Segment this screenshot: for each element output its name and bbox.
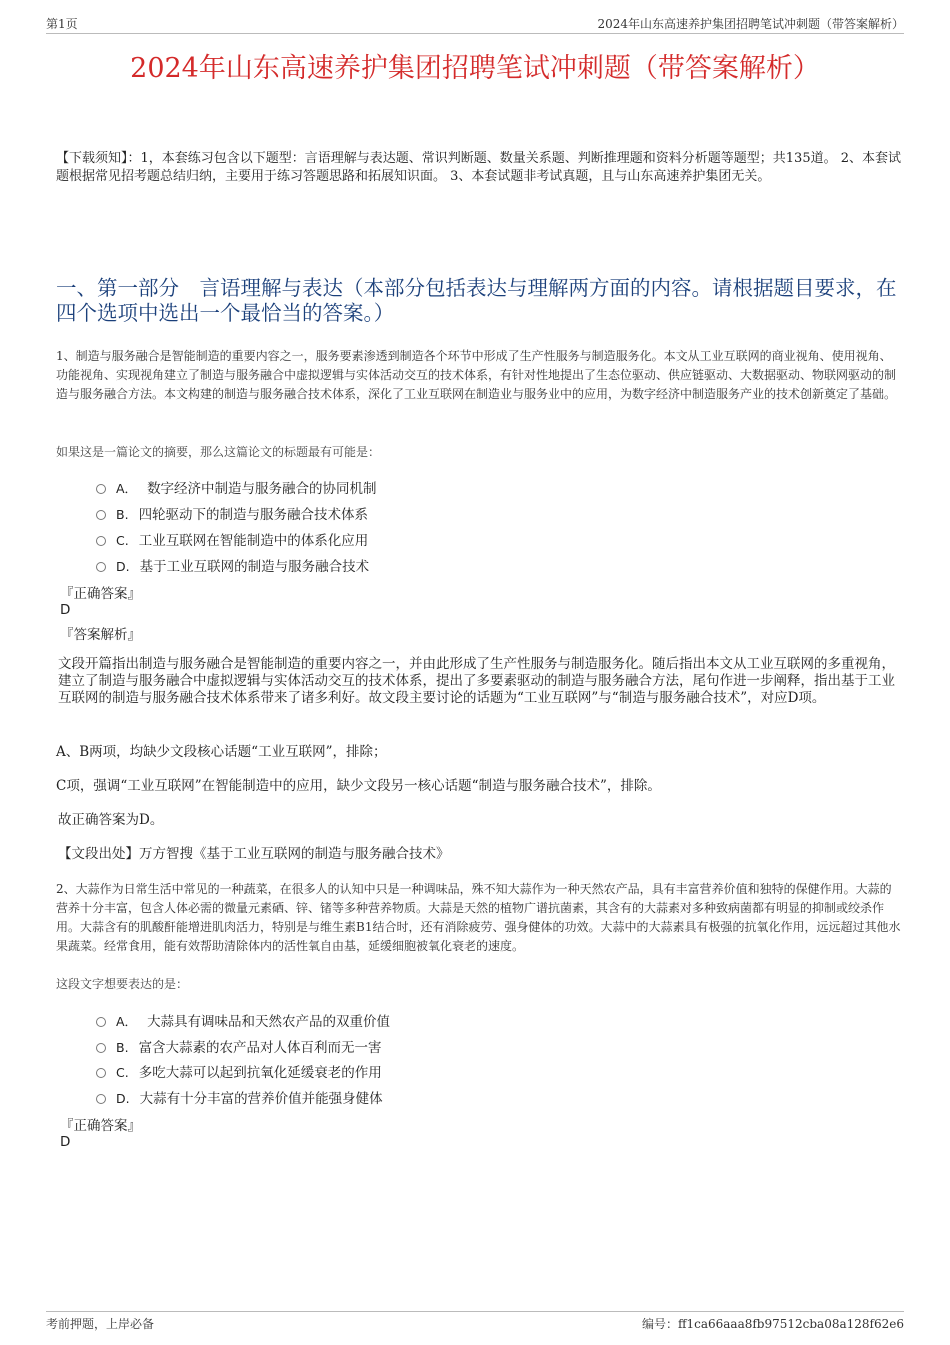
question-1-option-d[interactable] [96,555,369,575]
question-2-option-d[interactable] [96,1087,383,1107]
correct-answer-label: 『正确答案』 [60,1118,141,1134]
question-2-option-b[interactable] [96,1036,382,1056]
radio-icon[interactable] [96,536,106,546]
header-divider [46,33,904,34]
question-1-analysis-ab: A、B两项，均缺少文段核心话题“工业互联网”，排除； [56,744,387,760]
question-1-source: 【文段出处】万方智搜《基于工业互联网的制造与服务融合技术》 [58,846,450,862]
footer-divider [46,1311,904,1312]
running-title: 2024年山东高速养护集团招聘笔试冲刺题（带答案解析） [597,17,904,31]
question-1-option-b[interactable] [96,503,368,523]
option-key: C. [116,533,129,548]
question-1-option-c[interactable] [96,529,368,549]
option-key: D. [116,1091,130,1106]
section-heading: 一、第一部分 言语理解与表达（本部分包括表达与理解两方面的内容。请根据题目要求，在四个选项中选出一个最恰当的答案。） [56,276,897,325]
correct-answer-label: 『正确答案』 [60,586,141,602]
radio-icon[interactable] [96,1017,106,1027]
option-text: 四轮驱动下的制造与服务融合技术体系 [138,507,369,523]
option-text: 多吃大蒜可以起到抗氧化延缓衰老的作用 [138,1065,382,1081]
option-text: 基于工业互联网的制造与服务融合技术 [139,559,370,575]
page-title: 2024年山东高速养护集团招聘笔试冲刺题（带答案解析） [130,53,820,84]
radio-icon[interactable] [96,562,106,572]
analysis-label: 『答案解析』 [60,627,141,643]
radio-icon[interactable] [96,510,106,520]
option-text: 工业互联网在智能制造中的体系化应用 [138,533,369,549]
radio-icon[interactable] [96,1068,106,1078]
option-key: B. [116,1040,129,1055]
option-key: C. [116,1065,129,1080]
question-1-option-a[interactable] [96,477,377,497]
question-2-option-a[interactable] [96,1010,390,1030]
option-text: 大蒜具有调味品和天然农产品的双重价值 [147,1014,391,1030]
question-2-answer: D [60,1134,71,1150]
option-key: A． [116,1014,138,1029]
page-number: 第1页 [46,17,78,31]
radio-icon[interactable] [96,1094,106,1104]
option-key: A． [116,481,138,496]
question-1-analysis-c: C项，强调“工业互联网”在智能制造中的应用，缺少文段另一核心话题“制造与服务融合技术”，排除。 [56,778,661,794]
question-1-text: 1、制造与服务融合是智能制造的重要内容之一，服务要素渗透到制造各个环节中形成了生产性服务与制造服务化。本文从工业互联网的商业视角、使用视角、功能视角、实现视角建立了制造与服务融合中虚拟逻辑与实体活动交互的技术体系，有针对性地提出了生态位驱动、供应链驱动、大数据驱动、物联网驱动的制造与服务融合方法。本文构建的制造与服务融合技术体系，深化了工业互联网在制造业与服务业中的应用，为数字经济中制造服务产业的技术创新奠定了基础。 [56,349,897,401]
option-key: D. [116,559,130,574]
question-1-answer: D [60,602,71,618]
option-text: 大蒜有十分丰富的营养价值并能强身健体 [139,1091,383,1107]
footer-slogan: 考前押题，上岸必备 [46,1317,155,1331]
question-2-option-c[interactable] [96,1061,382,1081]
option-text: 数字经济中制造与服务融合的协同机制 [147,481,377,497]
question-1-conclusion: 故正确答案为D。 [58,812,164,828]
question-2-text: 2、大蒜作为日常生活中常见的一种蔬菜，在很多人的认知中只是一种调味品，殊不知大蒜作为一种天然农产品，具有丰富营养价值和独特的保健作用。大蒜的营养十分丰富，包含人体必需的微量元素硒、锌、锗等多种营养物质。大蒜是天然的植物广谱抗菌素，其含有的大蒜素对多种致病菌都有明显的抑制或绞杀作用。大蒜含有的肌酸酐能增进肌肉活力，特别是与维生素B1结合时，还有消除疲劳、强身健体的功效。大蒜中的大蒜素具有极强的抗氧化作用，远远超过其他水果蔬菜。经常食用，能有效帮助清除体内的活性氧自由基，延缓细胞被氧化衰老的速度。 [56,882,901,953]
question-1-prompt: 如果这是一篇论文的摘要，那么这篇论文的标题最有可能是： [56,445,381,459]
question-1-analysis: 文段开篇指出制造与服务融合是智能制造的重要内容之一，并由此形成了生产性服务与制造服务化。随后指出本文从工业互联网的多重视角，建立了制造与服务融合中虚拟逻辑与实体活动交互的技术体系，提出了多要素驱动的制造与服务融合方法，尾句作进一步阐释，指出基于工业互联网的制造与服务融合技术体系带来了诸多利好。故文段主要讨论的话题为“工业互联网”与“制造与服务融合技术”，对应D项。 [58,656,895,706]
option-key: B. [116,507,129,522]
download-notice: 【下载须知】：1，本套练习包含以下题型：言语理解与表达题、常识判断题、数量关系题、判断推理题和资料分析题等题型；共135道。 2、本套试题根据常见招考题总结归纳，主要用于练习答题思路和拓展知识面。 3、本套试题非考试真题，且与山东高速养护集团无关。 [56,151,901,184]
radio-icon[interactable] [96,1043,106,1053]
footer-serial: 编号：ff1ca66aaa8fb97512cba08a128f62e6 [641,1317,904,1331]
question-2-prompt: 这段文字想要表达的是： [56,977,189,991]
radio-icon[interactable] [96,484,106,494]
option-text: 富含大蒜素的农产品对人体百利而无一害 [138,1040,382,1056]
